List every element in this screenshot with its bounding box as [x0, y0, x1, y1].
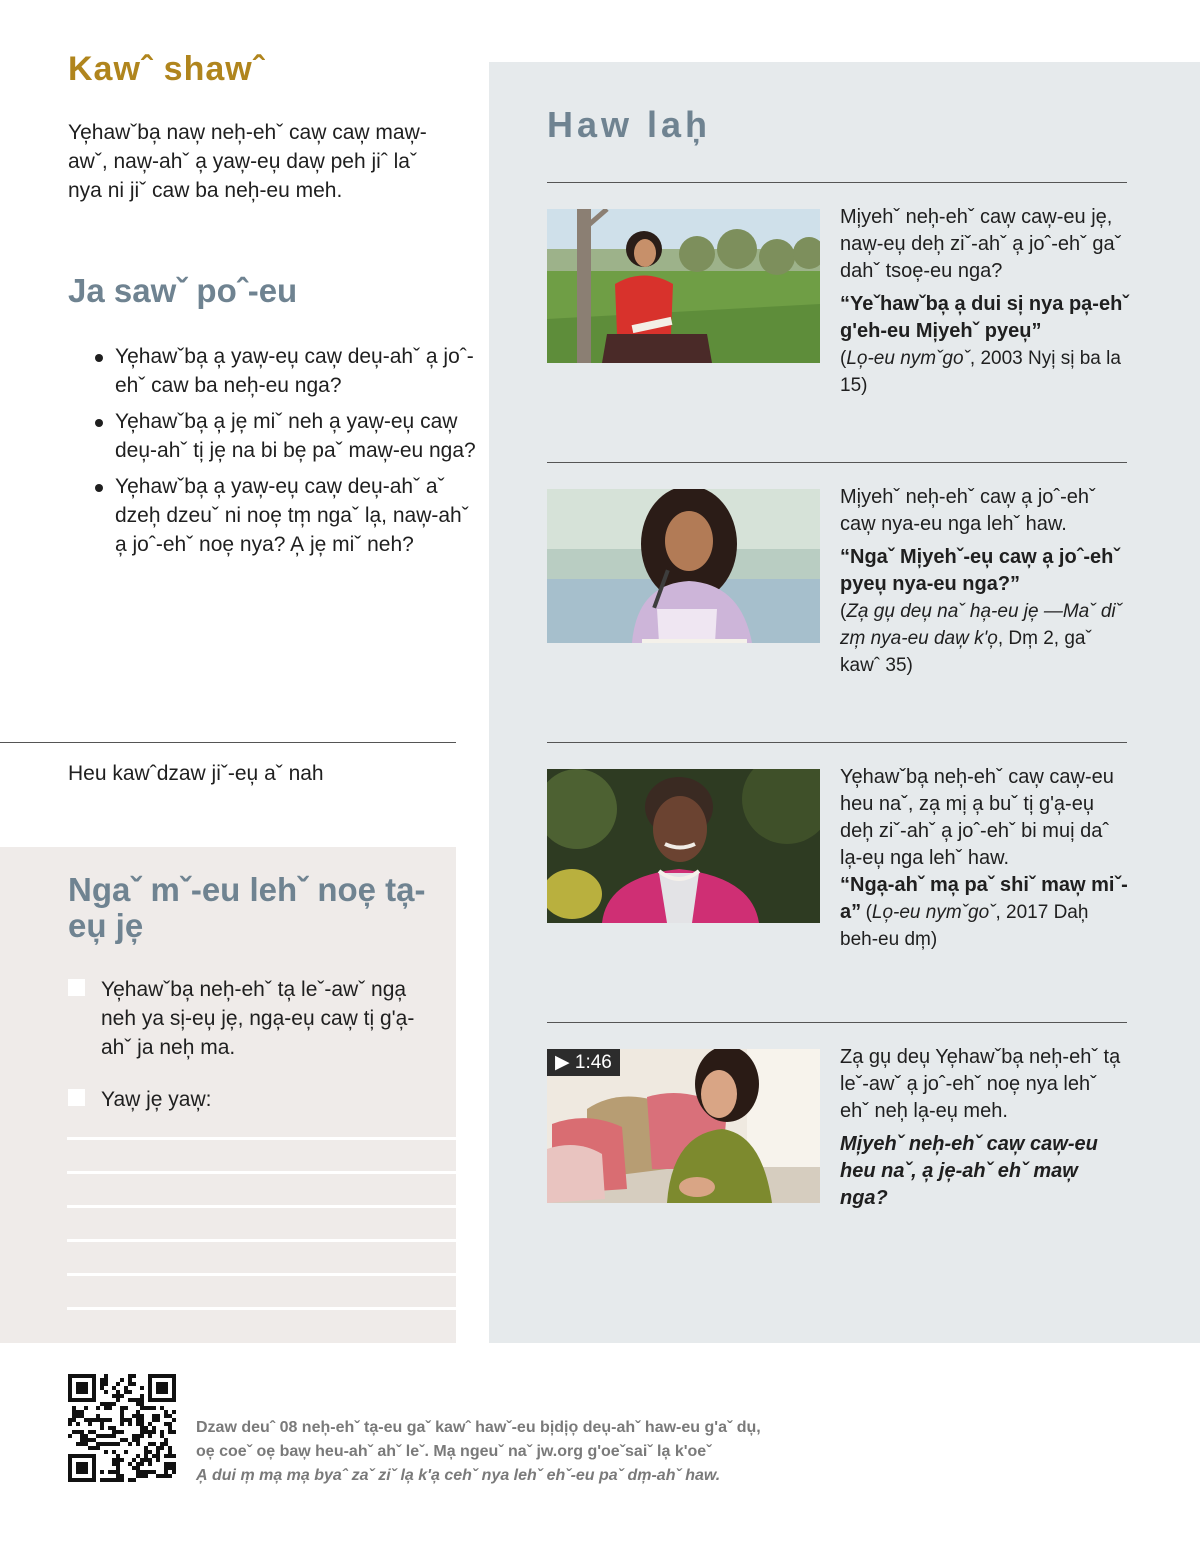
checkbox[interactable] [68, 979, 85, 996]
section-title: Kawˆ shawˆ [68, 50, 266, 88]
resources-heading: Haw lah̦ [547, 104, 712, 145]
writing-line[interactable] [67, 1307, 456, 1310]
questions-heading: Ja sawˇ poˆ-eu [68, 272, 298, 309]
writing-line[interactable] [67, 1137, 456, 1140]
writing-line[interactable] [67, 1205, 456, 1208]
question-item: Ye̦hawˇba̦ a̦ yaw̦-eu̦ caw̦ deu̦-ahˇ a̦ joˆ-ehˇ caw ba neh̦-eu nga? [115, 342, 485, 400]
notes-panel [0, 847, 456, 1343]
resource-card [840, 204, 1130, 399]
card-text: Ye̦hawˇba̦ neh̦-ehˇ caw̦ caw̦-eu heu naˇ, za̦ mi̦ a̦ buˇ ti̦ g'a̦-eu̦ deh̦ ziˇ-ahˇ a̦ joˆ-ehˇ bi mui̦ daˆ la̦-eu̦ nga lehˇ haw. [840, 766, 1114, 869]
card-reference: (Lo̦-eu nymˇgoˇ, 2003 Nyi̦ si̦ ba la 15) [840, 348, 1121, 396]
question-list [68, 342, 485, 566]
note-text: Yaw̦ je̦ yaw̦: [101, 1088, 212, 1111]
resource-card [840, 484, 1130, 679]
divider [547, 182, 1127, 183]
question-item: Ye̦hawˇba̦ a̦ yaw̦-eu̦ caw̦ deu̦-ahˇ aˇ dzeh̦ dzeuˇ ni noe̦ tm̦ ngaˇ la̦, naw̦-ahˇ a̦ joˆ-ehˇ noe̦ nya? A̦ je̦ miˇ neh? [115, 472, 485, 559]
video-thumbnail[interactable] [547, 1049, 820, 1203]
divider [547, 742, 1127, 743]
card-reference: (Lo̦-eu nymˇgoˇ, 2017 Dah̦ beh-eu dm̦) [840, 902, 1089, 950]
card-reference-detail: , Dm̦ 2, gaˇ kawˆ 35) [840, 628, 1092, 676]
card-text: Mi̦yehˇ neh̦-ehˇ caw̦ caw̦-eu je̦, naw̦-eu̦ deh̦ ziˇ-ahˇ a̦ joˆ-ehˇ gaˇ dahˇ tsoe̦-eu nga? [840, 206, 1122, 282]
resource-card [840, 764, 1130, 953]
checkbox[interactable] [68, 1089, 85, 1106]
resources-panel [489, 62, 1200, 1343]
writing-line[interactable] [67, 1171, 456, 1174]
smiling-woman-image[interactable] [547, 769, 820, 923]
note-text: Ye̦hawˇba̦ neh̦-ehˇ ta̦ leˇ-awˇ nga̦ neh ya si̦-eu̦ je̦, nga̦-eu̦ caw̦ ti̦ g'a̦-ahˇ ja neh̦ ma. [101, 978, 415, 1059]
card-quote[interactable]: “Nga̦-ahˇ ma̦ paˇ shiˇ maw̦ miˇ-a” [840, 874, 1128, 923]
qr-code-icon[interactable] [68, 1374, 176, 1482]
notes-heading: Ngaˇ mˇ-eu lehˇ noe̦ ta̦-eu̦ je̦ [68, 871, 426, 944]
card-reference-title: Za̦ gu̦ deu̦ naˇ ha̦-eu je̦ —Maˇ diˇ zm̦ nya-eu daw̦ k'o̦ [840, 601, 1122, 649]
question-item: Ye̦hawˇba̦ a̦ je̦ miˇ neh a̦ yaw̦-eu̦ caw̦ deu̦-ahˇ ti̦ je̦ na bi be̦ paˇ maw̦-eu nga? [115, 407, 485, 465]
card-reference-detail: , 2017 Dah̦ beh-eu dm̦) [840, 902, 1089, 950]
card-reference-title: Lo̦-eu nymˇgoˇ [846, 348, 970, 369]
card-reference-detail: , 2003 Nyi̦ si̦ ba la 15) [840, 348, 1121, 396]
card-quote[interactable]: “Yeˇhawˇba̦ a̦ dui si̦ nya pa̦-ehˇ g'eh-eu Mi̦yehˇ pyeu̦” [840, 293, 1129, 342]
resource-card [840, 1044, 1130, 1212]
card-text: Za̦ gu̦ deu̦ Ye̦hawˇba̦ neh̦-ehˇ ta̦ leˇ-awˇ a̦ joˆ-ehˇ noe̦ nya lehˇ ehˇ neh̦ la̦-eu̦ meh. [840, 1046, 1121, 1122]
woman-in-orchard-image[interactable] [547, 209, 820, 363]
card-reference: (Za̦ gu̦ deu̦ naˇ ha̦-eu je̦ —Maˇ diˇ zm̦ nya-eu daw̦ k'o̦, Dm̦ 2, gaˇ kawˆ 35) [840, 601, 1122, 676]
card-text: Mi̦yehˇ neh̦-ehˇ caw̦ a̦ joˆ-ehˇ caw̦ nya-eu nga lehˇ haw. [840, 486, 1096, 535]
reading-label: Heu kawˆdzaw jiˇ-eu̦ aˇ nah [68, 762, 324, 785]
intro-paragraph: Ye̦hawˇba̦ naw̦ neh̦-ehˇ caw̦ caw̦ maw̦-awˇ, naw̦-ahˇ a̦ yaw̦-eu̦ daw̦ peh jiˆ laˇ nya ni jiˇ caw ba neh̦-eu meh. [68, 121, 427, 202]
card-quote[interactable]: “Ngaˇ Mi̦yehˇ-eu̦ caw̦ a̦ joˆ-ehˇ pyeu̦ nya-eu nga?” [840, 546, 1121, 595]
writing-line[interactable] [67, 1239, 456, 1242]
divider [547, 1022, 1127, 1023]
card-reference-title: Lo̦-eu nymˇgoˇ [871, 902, 996, 923]
video-duration-badge: ▶ 1:46 [547, 1049, 620, 1076]
woman-reading-image[interactable] [547, 489, 820, 643]
writing-line[interactable] [67, 1273, 456, 1276]
divider [547, 462, 1127, 463]
footer-note [196, 1416, 896, 1488]
footer-line: oe̦ coeˇ oe̦ baw̦ heu-ahˇ ahˇ leˇ. Ma̦ ngeuˇ naˇ jw.org g'oeˇsaiˇ la̦ k'oeˇ [196, 1443, 712, 1460]
divider [0, 742, 456, 743]
footer-line: Dzaw deuˆ 08 neh̦-ehˇ ta̦-eu gaˇ kawˆ hawˇ-eu bi̦di̦o̦ deu̦-ahˇ haw-eu g'aˇ du̦, [196, 1419, 761, 1436]
footer-line: A̦ dui m̦ ma̦ ma̦ byaˆ zaˇ ziˇ la̦ k'a̦ cehˇ nya lehˇ ehˇ-eu paˇ dm̦-ahˇ haw. [196, 1467, 721, 1484]
card-quote[interactable]: Mi̦yehˇ neh̦-ehˇ caw̦ caw̦-eu heu naˇ, a̦ je̦-ahˇ ehˇ maw̦ nga? [840, 1133, 1098, 1209]
